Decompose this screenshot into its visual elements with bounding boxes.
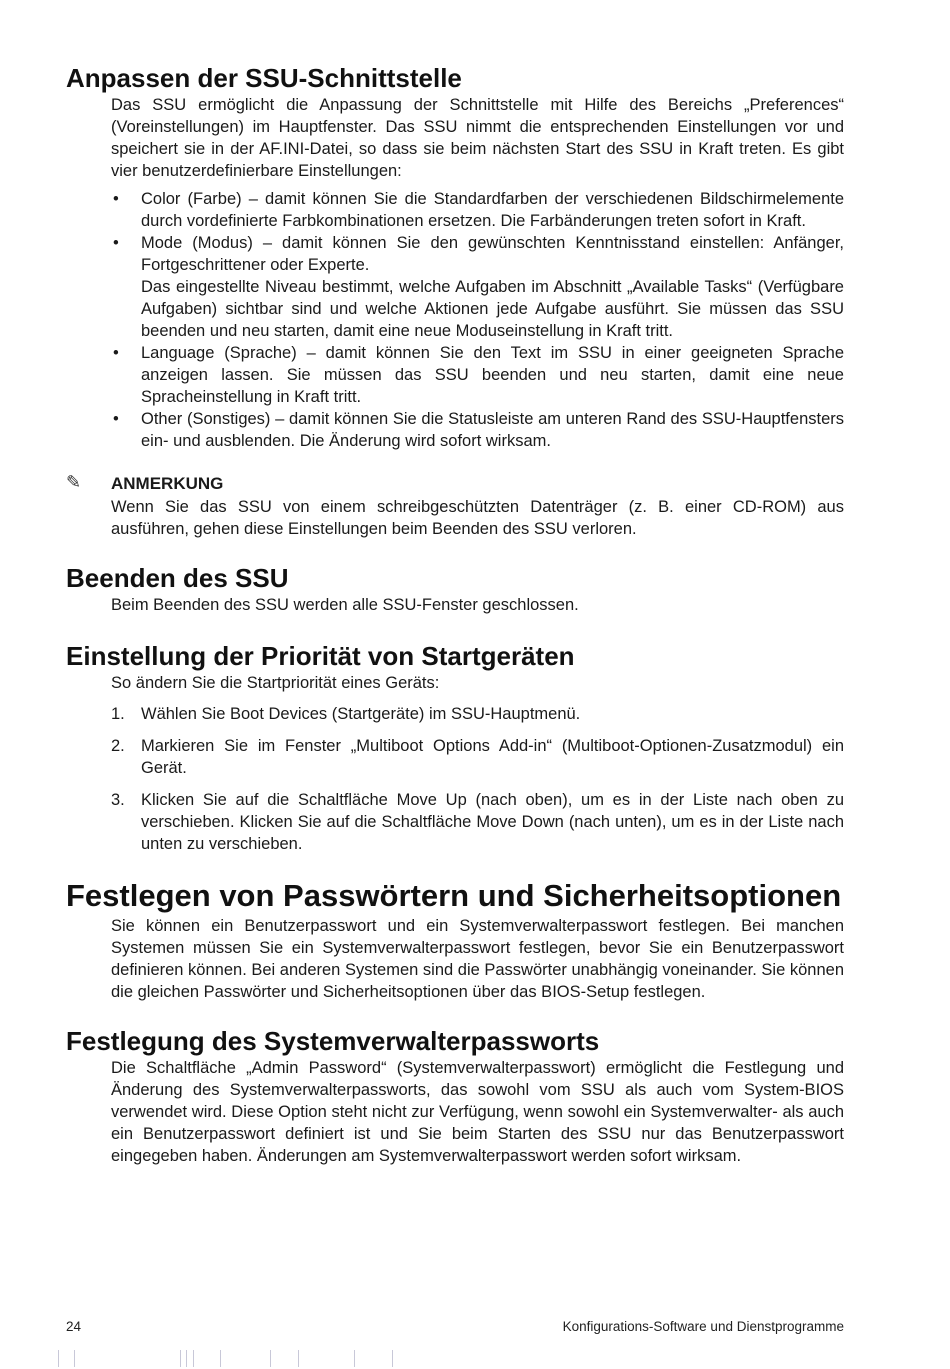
list-item (111, 408, 844, 452)
page-footer (66, 1319, 844, 1334)
paragraph: So ändern Sie die Startpriorität eines Geräts: (111, 674, 440, 692)
list-item-text: Other (Sonstiges) – damit können Sie die Statusleiste am unteren Rand des SSU-Hauptfensters ein- und ausblenden. Die Änderung wird sofort wirksam. (141, 410, 844, 450)
section-heading: Festlegung des Systemverwalterpassworts (66, 1026, 600, 1056)
print-marks (58, 1350, 418, 1367)
list-item-text: Color (Farbe) – damit können Sie die Standardfarben der verschiedenen Bildschirmelemente durch vordefinierte Farbkombinationen ersetzen. Die Farbänderungen treten sofort in Kraft. (141, 190, 844, 230)
step-number: 2. (111, 737, 125, 755)
list-item (111, 703, 844, 725)
print-mark (270, 1350, 271, 1367)
list-item-text: Wählen Sie Boot Devices (Startgeräte) im SSU-Hauptmenü. (141, 705, 581, 723)
print-mark (193, 1350, 194, 1367)
footer-chapter-title: Konfigurations-Software und Dienstprogramme (562, 1319, 844, 1334)
paragraph: Sie können ein Benutzerpasswort und ein Systemverwalterpasswort festlegen. Bei manchen Systemen müssen Sie ein Systemverwalterpasswort festlegen, bevor Sie ein Benutzerpasswort definieren können. Bei anderen Systemen sind die Passwörter unabhängig voneinander. Sie können die gleichen Passwörter und Sicherheitsoptionen über das BIOS-Setup festlegen. (111, 917, 844, 1001)
pencil-icon: ✎ (66, 472, 82, 492)
section-body (111, 594, 844, 616)
chapter-heading: Festlegen von Passwörtern und Sicherheitsoptionen (66, 878, 842, 913)
print-mark (58, 1350, 59, 1367)
section-body (111, 94, 844, 452)
list-item (111, 735, 844, 779)
bullet-marker: • (113, 234, 119, 252)
section-anpassen (66, 62, 844, 452)
section-heading: Beenden des SSU (66, 563, 289, 593)
page-number: 24 (66, 1319, 82, 1334)
paragraph: Die Schaltfläche „Admin Password“ (Systemverwalterpasswort) ermöglicht die Festlegung und Änderung des Systemverwalterpassworts, das sowohl vom SSU als auch vom System-BIOS verwendet wird. Diese Option steht nicht zur Verfügung, wenn sowohl ein Systemverwalter- als auch ein Benutzerpasswort definiert ist und Sie beim Starten des SSU nur das Benutzerpasswort eingegeben haben. Änderungen am Systemverwalterpasswort werden sofort wirksam. (111, 1059, 844, 1165)
paragraph: Beim Beenden des SSU werden alle SSU-Fenster geschlossen. (111, 596, 579, 614)
paragraph: Das SSU ermöglicht die Anpassung der Schnittstelle mit Hilfe des Bereichs „Preferences“ (Voreinstellungen) im Hauptfenster. Das SSU nimmt die entsprechenden Einstellungen vor und speichert sie in der AF.INI-Datei, so dass sie beim nächsten Start des SSU in Kraft treten. Es gibt vier benutzerdefinierbare Einstellungen: (111, 96, 844, 180)
print-mark (298, 1350, 299, 1367)
bullet-marker: • (113, 344, 119, 362)
print-mark (186, 1350, 187, 1367)
print-mark (74, 1350, 75, 1367)
bullet-list (111, 188, 844, 452)
print-mark (392, 1350, 393, 1367)
step-number: 3. (111, 791, 125, 809)
page-content (66, 62, 844, 1167)
note-text: Wenn Sie das SSU von einem schreibgeschützten Datenträger (z. B. einer CD-ROM) aus ausführen, gehen diese Einstellungen beim Beenden des SSU verloren. (111, 498, 844, 538)
list-item-text: Klicken Sie auf die Schaltfläche Move Up (nach oben), um es in der Liste nach oben zu verschieben. Klicken Sie auf die Schaltfläche Move Down (nach unten), um es in der Liste nach unten zu verschieben. (141, 791, 844, 853)
note-title: ANMERKUNG (111, 474, 224, 493)
numbered-list (111, 703, 844, 855)
print-mark (180, 1350, 181, 1367)
print-mark (220, 1350, 221, 1367)
section-body (111, 672, 844, 855)
list-item (111, 789, 844, 855)
section-heading: Einstellung der Priorität von Startgeräten (66, 641, 575, 671)
section-body (111, 1057, 844, 1167)
section-beenden (66, 562, 844, 616)
note-box (66, 472, 844, 540)
section-body (111, 915, 844, 1003)
list-item-text: Markieren Sie im Fenster „Multiboot Options Add-in“ (Multiboot-Optionen-Zusatzmodul) ein Gerät. (141, 737, 844, 777)
bullet-marker: • (113, 190, 119, 208)
print-mark (354, 1350, 355, 1367)
list-item-text: Language (Sprache) – damit können Sie den Text im SSU in einer geeigneten Sprache anzeigen lassen. Sie müssen das SSU beenden und neu starten, damit eine neue Spracheinstellung in Kraft tritt. (141, 344, 844, 406)
step-number: 1. (111, 705, 125, 723)
bullet-marker: • (113, 410, 119, 428)
list-item-continuation: Das eingestellte Niveau bestimmt, welche Aufgaben im Abschnitt „Available Tasks“ (Verfügbare Aufgaben) sichtbar sind und welche Aktionen jede Aufgabe ausführt. Sie müssen das SSU beenden und neu starten, damit eine neue Moduseinstellung in Kraft tritt. (141, 278, 844, 340)
list-item-text: Mode (Modus) – damit können Sie den gewünschten Kenntnisstand einstellen: Anfänger, Fortgeschrittener oder Experte. (141, 234, 844, 274)
list-item (111, 342, 844, 408)
section-systemverwalter (66, 1025, 844, 1167)
list-item (111, 232, 844, 342)
list-item (111, 188, 844, 232)
section-heading: Anpassen der SSU-Schnittstelle (66, 63, 462, 93)
section-passwoerter (66, 877, 844, 1003)
section-prioritaet (66, 640, 844, 855)
